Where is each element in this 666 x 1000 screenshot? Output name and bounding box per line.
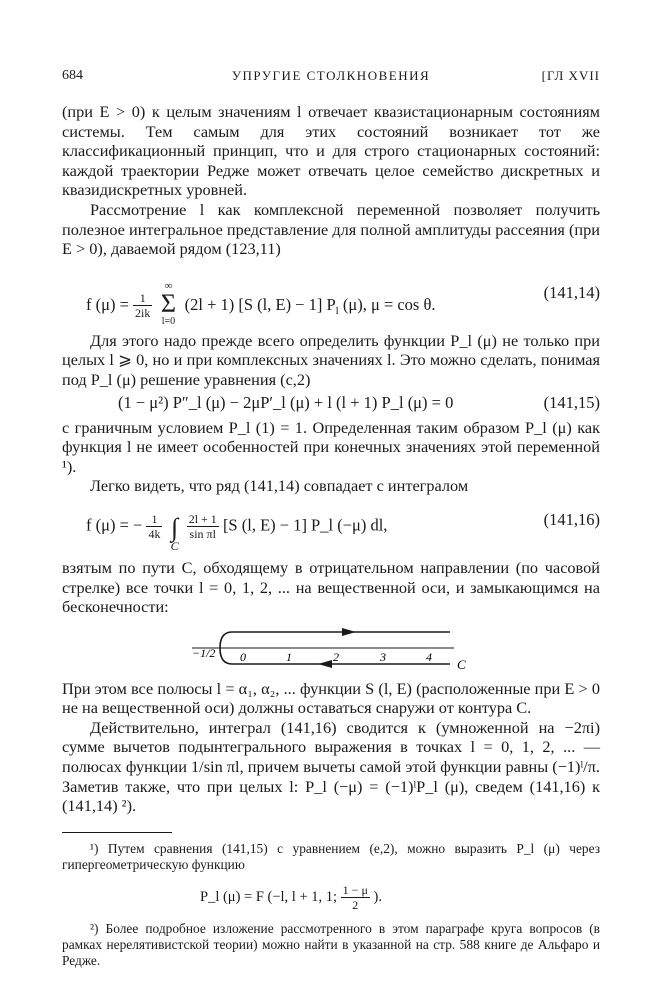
tick-label-4: 4 — [426, 649, 432, 664]
paragraph-residues: Действительно, интеграл (141,16) сводится к (умноженной на −2πi) сумме вычетов подынтегрального выражения в точках l = 0, 1, 2, ... — полюсах функции 1/sin πl, причем вычеты самой этой функции равны (−1)ˡ/π. Заметив также, что при целых l: P_l (−μ) = (−1)ˡP_l (μ), сведем (141,16) к (141,14) ²). — [62, 717, 600, 816]
fn-eq-frac-num: 1 − μ — [342, 882, 368, 897]
eq3-contour-label: C — [170, 538, 179, 553]
paragraph-poles: При этом все полюсы l = α₁, α₂, ... функции S (l, E) (расположенные при E > 0 не на вещественной оси) должны оставаться снаружи от контура C. — [62, 678, 600, 718]
tick-label-0: 0 — [240, 649, 246, 664]
eq2-body: (1 − μ²) P″_l (μ) − 2μP′_l (μ) + l (l + 1) P_l (μ) = 0 — [118, 392, 454, 412]
end-label: C — [457, 656, 466, 672]
footnote-rule — [62, 832, 172, 833]
fn-eq-frac-den: 2 — [352, 897, 359, 912]
contour-diagram — [62, 623, 600, 675]
upper-arrow-icon — [342, 628, 356, 636]
paragraph-define-functions: Для этого надо прежде всего определить функции P_l (μ) не только при целых l ⩾ 0, но и при комплексных значениях l. Это можно сделать, понимая под P_l (μ) решение уравнения (с,2) — [62, 330, 600, 389]
equation-141-15 — [62, 393, 600, 415]
eq3-integral-symbol: ∫ — [171, 512, 179, 542]
eq1-rhs-sub: l — [335, 304, 339, 317]
eq3-rhs: [S (l, E) − 1] P_l (−μ) dl, — [222, 515, 388, 535]
eq3-integral — [167, 512, 183, 553]
page-number: 684 — [62, 68, 83, 83]
eq3-fraction-2 — [187, 512, 219, 541]
tick-label-3: 3 — [380, 649, 386, 664]
equation-141-16 — [62, 500, 600, 556]
eq3-number: (141,16) — [543, 509, 600, 529]
eq1-frac-den: 2ik — [135, 306, 151, 321]
eq1-lhs: f (μ) = — [86, 294, 129, 314]
eq1-rhs-tail: (μ), μ = cos θ. — [338, 294, 436, 314]
eq1-sum-top: ∞ — [164, 279, 173, 292]
eq1-sum-bottom: l=0 — [161, 315, 176, 327]
eq1-sum-symbol: Σ — [160, 288, 177, 318]
eq1-rhs: (2l + 1) [S (l, E) − 1] P — [184, 294, 336, 314]
eq1-fraction — [133, 291, 152, 320]
fn-eq-args: (−l, l + 1, 1; — [267, 888, 338, 905]
paragraph-path-description: взятым по пути C, обходящему в отрицательном направлении (по часовой стрелке) все точки l = 0, 1, 2, ... на вещественной оси, и замыкающимся на бесконечности: — [62, 557, 600, 617]
contour-svg — [192, 623, 472, 673]
eq1-number: (141,14) — [543, 282, 600, 302]
running-header — [62, 68, 600, 90]
eq1-sum — [156, 281, 180, 327]
chapter-label: [ГЛ XVII — [541, 68, 600, 83]
eq3-lhs: f (μ) = − — [86, 515, 143, 535]
book-page — [62, 68, 600, 969]
fn-eq-fraction — [341, 883, 370, 912]
eq3-frac2-den: sin πl — [189, 526, 216, 541]
eq3-frac2-num: 2l + 1 — [188, 511, 217, 526]
lower-arrow-icon — [318, 660, 332, 668]
equation-141-14 — [62, 265, 600, 327]
tick-label-1: 1 — [286, 649, 292, 664]
fn-eq-lhs: P_l (μ) = F — [200, 888, 264, 905]
eq3-frac1-num: 1 — [146, 512, 162, 527]
eq2-number: (141,15) — [543, 392, 600, 412]
eq3-frac1-den: 4k — [148, 526, 161, 541]
footnote-1-equation — [62, 873, 600, 913]
running-title: УПРУГИЕ СТОЛКНОВЕНИЯ — [231, 68, 431, 83]
paragraph-integral-intro: Легко видеть, что ряд (141,14) совпадает с интегралом — [90, 476, 469, 496]
paragraph-boundary-condition: с граничным условием P_l (1) = 1. Определенная таким образом P_l (μ) как функция l не имеет особенностей при конечных значениях этой переменной ¹). — [62, 417, 600, 476]
fn-eq-close: ). — [373, 888, 382, 905]
paragraph-quasistationary: (при E > 0) к целым значениям l отвечает квазистационарным состояниям системы. Тем самым для этих состояний возникает тот же классификационный принцип, что и для строго стационарных состояний: каждой траектории Редже может отвечать целое семейство дискретных и квазидискретных уровней. — [62, 102, 600, 200]
start-label: −1/2 — [192, 645, 216, 660]
paragraph-complex-variable: Рассмотрение l как комплексной переменной позволяет получить полезное интегральное представление для полной амплитуды рассеяния (при E > 0), даваемой рядом (123,11) — [62, 199, 600, 259]
footnote-1: ¹) Путем сравнения (141,15) с уравнением (е,2), можно выразить P_l (μ) через гипергеометрическую функцию — [62, 840, 600, 872]
tick-label-2: 2 — [333, 649, 339, 664]
eq1-frac-num: 1 — [133, 291, 152, 306]
eq3-fraction-1 — [146, 512, 162, 541]
footnote-2: ²) Более подробное изложение рассмотренного в этом параграфе круга вопросов (в рамках нерелятивистской теории) можно найти в указанной на стр. 588 книге де Альфаро и Редже. — [62, 920, 600, 968]
